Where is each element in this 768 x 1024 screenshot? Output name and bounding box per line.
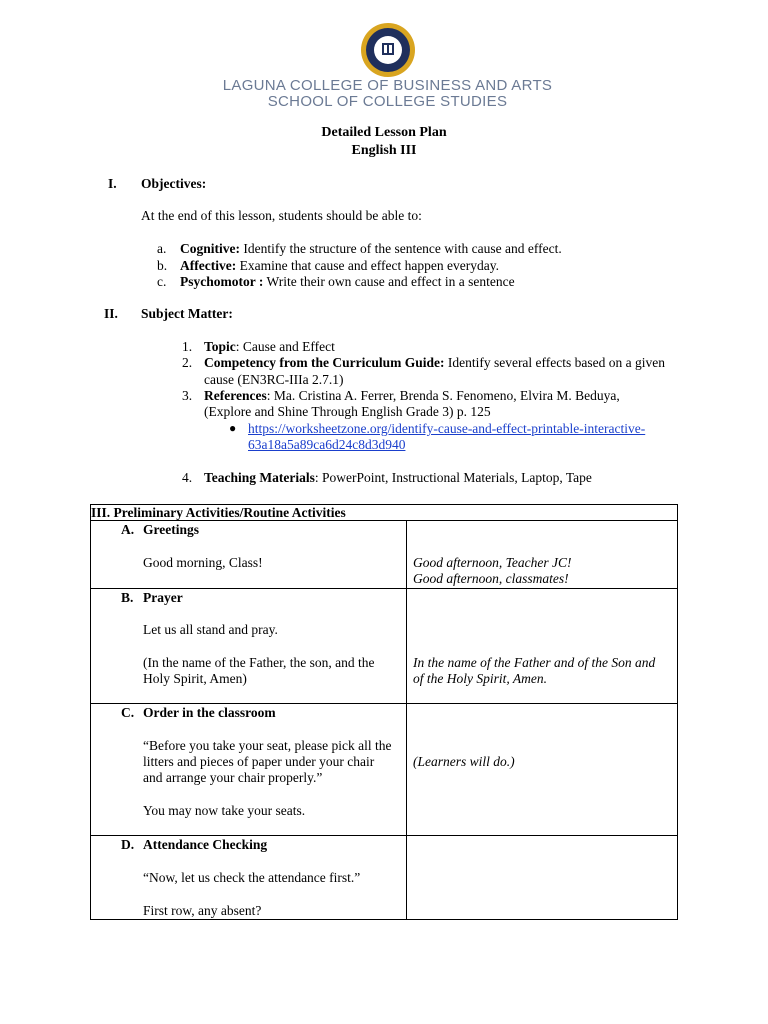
table-title-row	[91, 505, 678, 521]
objective-letter: c.	[157, 274, 167, 289]
prayer-heading: Prayer	[143, 590, 183, 605]
table-row-attendance	[91, 836, 678, 920]
student-order-response: (Learners will do.)	[413, 754, 515, 769]
order-instruction-2: litters and pieces of paper under your chair	[143, 754, 375, 769]
attendance-heading: Attendance Checking	[143, 837, 268, 852]
section-number-objectives: I.	[108, 176, 117, 191]
objective-psychomotor: Psychomotor : Write their own cause and effect in a sentence	[180, 274, 515, 289]
order-instruction-4: You may now take your seats.	[143, 803, 306, 818]
teacher-cell	[91, 521, 407, 589]
student-greeting-2: Good afternoon, classmates!	[413, 571, 569, 586]
order-heading: Order in the classroom	[143, 705, 276, 720]
teacher-prayer-instruction: Let us all stand and pray.	[143, 622, 278, 637]
student-cell	[407, 589, 678, 704]
references-line: References: Ma. Cristina A. Ferrer, Brenda S. Fenomeno, Elvira M. Beduya,	[204, 388, 620, 403]
objectives-intro: At the end of this lesson, students should be able to:	[141, 208, 422, 223]
student-greeting-1: Good afternoon, Teacher JC!	[413, 555, 572, 570]
list-number: 4.	[182, 470, 193, 485]
teacher-cell	[91, 704, 407, 836]
objectives-heading: Objectives:	[141, 176, 207, 191]
objective-cognitive: Cognitive: Identify the structure of the sentence with cause and effect.	[180, 241, 562, 256]
row-letter: C.	[121, 705, 135, 720]
student-cell	[407, 521, 678, 589]
objective-letter: b.	[157, 258, 168, 273]
greetings-heading: Greetings	[143, 522, 199, 537]
list-number: 2.	[182, 355, 193, 370]
attendance-instruction: “Now, let us check the attendance first.”	[143, 870, 361, 885]
bullet-icon: ●	[229, 421, 237, 435]
attendance-question: First row, any absent?	[143, 903, 262, 918]
objective-affective: Affective: Examine that cause and effect happen everyday.	[180, 258, 499, 273]
activities-table	[90, 504, 678, 920]
activities-title: III. Preliminary Activities/Routine Activities	[91, 505, 678, 521]
order-instruction-3: and arrange your chair properly.”	[143, 770, 323, 785]
student-cell	[407, 836, 678, 920]
section-number-subject: II.	[104, 306, 118, 321]
table-row-prayer	[91, 589, 678, 704]
teacher-greeting: Good morning, Class!	[143, 555, 263, 570]
teaching-materials-line: Teaching Materials: PowerPoint, Instructional Materials, Laptop, Tape	[204, 470, 592, 485]
competency-line-2: cause (EN3RC-IIIa 2.7.1)	[204, 372, 344, 387]
subject-matter-heading: Subject Matter:	[141, 306, 233, 321]
teacher-prayer-line-2: Holy Spirit, Amen)	[143, 671, 247, 686]
list-number: 1.	[182, 339, 193, 354]
student-cell	[407, 704, 678, 836]
row-letter: D.	[121, 837, 135, 852]
subject-title: English III	[351, 143, 417, 158]
teacher-prayer-line-1: (In the name of the Father, the son, and the	[143, 655, 375, 670]
student-prayer-line-1: In the name of the Father and of the Son and	[413, 655, 656, 670]
school-name: SCHOOL OF COLLEGE STUDIES	[267, 93, 508, 110]
document-title: Detailed Lesson Plan	[321, 125, 447, 140]
order-instruction-1: “Before you take your seat, please pick all the	[143, 738, 392, 753]
row-letter: A.	[121, 522, 135, 537]
reference-link-continued[interactable]: 63a18a5a89ca6d24c8d3d940	[248, 437, 406, 452]
college-seal-logo	[360, 22, 416, 78]
topic-line: Topic: Cause and Effect	[204, 339, 335, 354]
list-number: 3.	[182, 388, 193, 403]
teacher-cell	[91, 589, 407, 704]
table-row-order	[91, 704, 678, 836]
references-line-2: (Explore and Shine Through English Grade 3) p. 125	[204, 404, 491, 419]
student-prayer-line-2: of the Holy Spirit, Amen.	[413, 671, 547, 686]
institution-name: LAGUNA COLLEGE OF BUSINESS AND ARTS	[222, 77, 553, 94]
table-row-greetings	[91, 521, 678, 589]
objective-letter: a.	[157, 241, 167, 256]
row-letter: B.	[121, 590, 134, 605]
competency-line: Competency from the Curriculum Guide: Identify several effects based on a given	[204, 355, 666, 370]
reference-link[interactable]: https://worksheetzone.org/identify-cause-and-effect-printable-interactive-	[248, 421, 646, 436]
teacher-cell	[91, 836, 407, 920]
